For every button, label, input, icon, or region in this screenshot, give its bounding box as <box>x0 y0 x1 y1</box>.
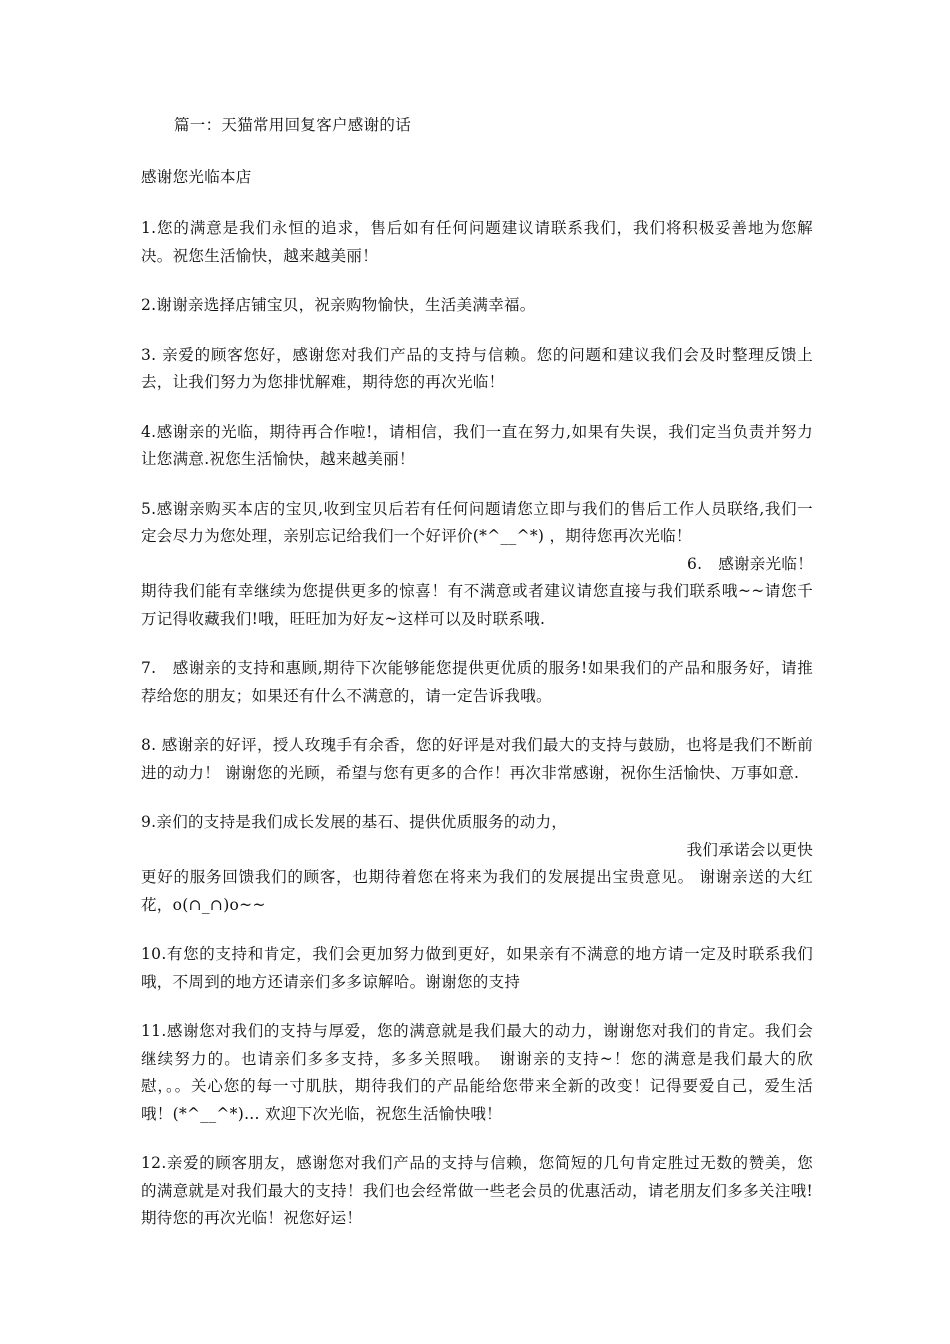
paragraph-2: 2.谢谢亲选择店铺宝贝，祝亲购物愉快，生活美满幸福。 <box>141 296 536 314</box>
paragraph-9 <box>141 809 813 919</box>
paragraph-9-body: 更好的服务回馈我们的顾客，也期待着您在将来为我们的发展提出宝贵意见。 谢谢亲送的大红花，o(∩_∩)o~~ <box>141 868 813 914</box>
paragraph-4: 4.感谢亲的光临，期待再合作啦!，请相信，我们一直在努力,如果有失误，我们定当负责并努力让您满意.祝您生活愉快，越来越美丽！ <box>141 422 813 468</box>
paragraph-5: 5.感谢亲购买本店的宝贝,收到宝贝后若有任何问题请您立即与我们的售后工作人员联络,我们一定会尽力为您处理，亲别忘记给我们一个好评价(*^__^*) ，期待您再次光临！ <box>141 499 813 545</box>
paragraph-6 <box>141 551 813 634</box>
document-page <box>141 112 813 1255</box>
paragraph-1: 1.您的满意是我们永恒的追求，售后如有任何问题建议请联系我们，我们将积极妥善地为您解决。祝您生活愉快，越来越美丽！ <box>141 219 813 265</box>
paragraph-12: 12.亲爱的顾客朋友，感谢您对我们产品的支持与信赖，您简短的几句肯定胜过无数的赞美，您的满意就是对我们最大的支持！我们也会经常做一些老会员的优惠活动，请老朋友们多多关注哦!期待您的再次光临！祝您好运！ <box>141 1154 813 1227</box>
paragraph-10: 10.有您的支持和肯定，我们会更加努力做到更好，如果亲有不满意的地方请一定及时联系我们哦，不周到的地方还请亲们多多谅解哈。谢谢您的支持 <box>141 945 813 991</box>
document-heading: 感谢您光临本店 <box>141 167 252 186</box>
paragraph-8: 8. 感谢亲的好评，授人玫瑰手有余香，您的好评是对我们最大的支持与鼓励，也将是我们不断前进的动力！ 谢谢您的光顾，希望与您有更多的合作！再次非常感谢，祝你生活愉快、万事如意. <box>141 736 813 782</box>
paragraph-6-lead: 6. 感谢亲光临！ <box>687 554 813 573</box>
paragraph-7: 7. 感谢亲的支持和惠顾,期待下次能够能您提供更优质的服务!如果我们的产品和服务好，请推荐给您的朋友；如果还有什么不满意的，请一定告诉我哦。 <box>141 659 813 705</box>
paragraph-6-body: 期待我们能有幸继续为您提供更多的惊喜！有不满意或者建议请您直接与我们联系哦~~请您千万记得收藏我们!哦，旺旺加为好友~这样可以及时联系哦. <box>141 582 813 628</box>
paragraph-3: 3. 亲爱的顾客您好，感谢您对我们产品的支持与信赖。您的问题和建议我们会及时整理反馈上去，让我们努力为您排忧解难，期待您的再次光临！ <box>141 345 813 391</box>
paragraph-11: 11.感谢您对我们的支持与厚爱，您的满意就是我们最大的动力，谢谢您对我们的肯定。我们会继续努力的。也请亲们多多支持，多多关照哦。 谢谢亲的支持~！您的满意是我们最大的欣慰，。。关心您的每一寸肌肤，期待我们的产品能给您带来全新的改变！记得要爱自己，爱生活哦！(*^__^*)... 欢迎下次光临，祝您生活愉快哦！ <box>141 1022 813 1123</box>
paragraph-9-first-line: 9.亲们的支持是我们成长发展的基石、提供优质服务的动力， <box>141 813 568 831</box>
paragraph-9-lead: 我们承诺会以更快 <box>686 840 813 859</box>
document-title: 篇一：天猫常用回复客户感谢的话 <box>174 116 412 134</box>
